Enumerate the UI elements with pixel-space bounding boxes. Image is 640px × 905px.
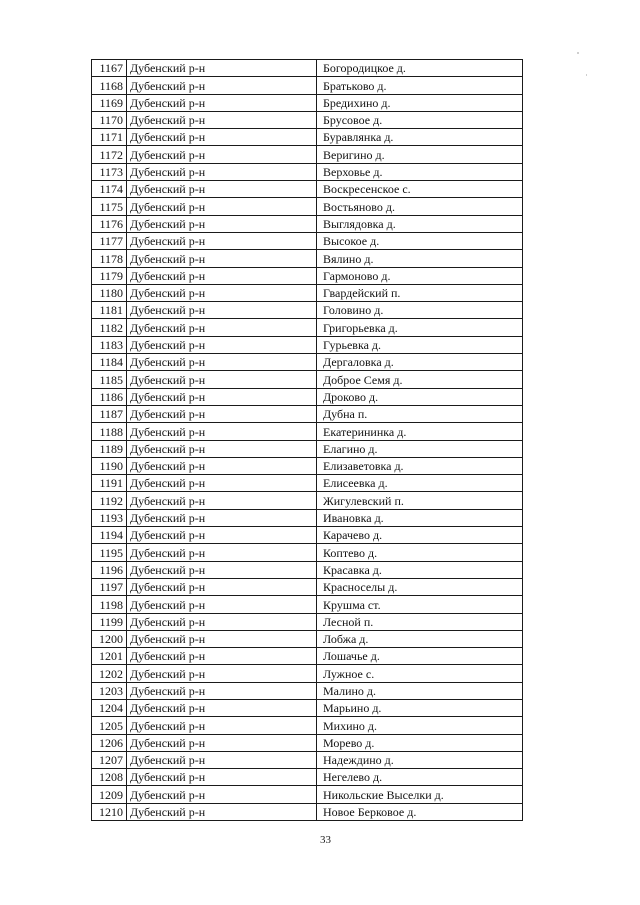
district-cell: Дубенский р-н <box>127 60 317 77</box>
district-cell: Дубенский р-н <box>127 215 317 232</box>
district-cell: Дубенский р-н <box>127 284 317 301</box>
row-number-cell: 1177 <box>92 232 127 249</box>
table-row <box>92 60 523 77</box>
locality-cell: Гармоново д. <box>317 267 523 284</box>
table-row <box>92 336 523 353</box>
row-number-cell: 1179 <box>92 267 127 284</box>
locality-cell: Елизаветовка д. <box>317 457 523 474</box>
district-cell: Дубенский р-н <box>127 302 317 319</box>
row-number-cell: 1171 <box>92 129 127 146</box>
locality-cell: Григорьевка д. <box>317 319 523 336</box>
table-row <box>92 665 523 682</box>
locality-cell: Елагино д. <box>317 440 523 457</box>
district-cell: Дубенский р-н <box>127 163 317 180</box>
locality-cell: Богородицкое д. <box>317 60 523 77</box>
table-row <box>92 613 523 630</box>
row-number-cell: 1183 <box>92 336 127 353</box>
district-cell: Дубенский р-н <box>127 129 317 146</box>
table-row <box>92 527 523 544</box>
row-number-cell: 1197 <box>92 578 127 595</box>
row-number-cell: 1182 <box>92 319 127 336</box>
table-row <box>92 803 523 820</box>
table-row <box>92 319 523 336</box>
district-cell: Дубенский р-н <box>127 596 317 613</box>
table-row <box>92 769 523 786</box>
row-number-cell: 1169 <box>92 94 127 111</box>
district-cell: Дубенский р-н <box>127 613 317 630</box>
row-number-cell: 1207 <box>92 751 127 768</box>
table-row <box>92 284 523 301</box>
table-row <box>92 734 523 751</box>
row-number-cell: 1181 <box>92 302 127 319</box>
table-row <box>92 129 523 146</box>
table-row <box>92 648 523 665</box>
district-cell: Дубенский р-н <box>127 665 317 682</box>
locality-cell: Малино д. <box>317 682 523 699</box>
table-row <box>92 544 523 561</box>
table-row <box>92 163 523 180</box>
scan-speck <box>586 74 587 76</box>
district-cell: Дубенский р-н <box>127 111 317 128</box>
table-row <box>92 492 523 509</box>
locality-cell: Надеждино д. <box>317 751 523 768</box>
district-cell: Дубенский р-н <box>127 509 317 526</box>
table-row <box>92 457 523 474</box>
row-number-cell: 1196 <box>92 561 127 578</box>
row-number-cell: 1201 <box>92 648 127 665</box>
locality-cell: Елисеевка д. <box>317 475 523 492</box>
locality-cell: Лесной п. <box>317 613 523 630</box>
row-number-cell: 1170 <box>92 111 127 128</box>
locality-cell: Дубна п. <box>317 405 523 422</box>
localities-table <box>91 59 523 821</box>
locality-cell: Красноселы д. <box>317 578 523 595</box>
table-row <box>92 561 523 578</box>
district-cell: Дубенский р-н <box>127 544 317 561</box>
district-cell: Дубенский р-н <box>127 388 317 405</box>
row-number-cell: 1198 <box>92 596 127 613</box>
localities-table-body <box>92 60 523 821</box>
district-cell: Дубенский р-н <box>127 94 317 111</box>
table-row <box>92 111 523 128</box>
locality-cell: Братьково д. <box>317 77 523 94</box>
row-number-cell: 1204 <box>92 699 127 716</box>
locality-cell: Лужное с. <box>317 665 523 682</box>
district-cell: Дубенский р-н <box>127 319 317 336</box>
district-cell: Дубенский р-н <box>127 475 317 492</box>
table-row <box>92 215 523 232</box>
district-cell: Дубенский р-н <box>127 232 317 249</box>
table-row <box>92 232 523 249</box>
district-cell: Дубенский р-н <box>127 181 317 198</box>
table-row <box>92 699 523 716</box>
row-number-cell: 1191 <box>92 475 127 492</box>
district-cell: Дубенский р-н <box>127 371 317 388</box>
table-row <box>92 371 523 388</box>
row-number-cell: 1194 <box>92 527 127 544</box>
row-number-cell: 1178 <box>92 250 127 267</box>
table-row <box>92 405 523 422</box>
row-number-cell: 1188 <box>92 423 127 440</box>
row-number-cell: 1203 <box>92 682 127 699</box>
locality-cell: Веригино д. <box>317 146 523 163</box>
scan-speck <box>577 52 579 54</box>
locality-cell: Коптево д. <box>317 544 523 561</box>
table-row <box>92 475 523 492</box>
locality-cell: Крушма ст. <box>317 596 523 613</box>
row-number-cell: 1180 <box>92 284 127 301</box>
locality-cell: Лошачье д. <box>317 648 523 665</box>
locality-cell: Ивановка д. <box>317 509 523 526</box>
row-number-cell: 1186 <box>92 388 127 405</box>
row-number-cell: 1176 <box>92 215 127 232</box>
row-number-cell: 1187 <box>92 405 127 422</box>
table-row <box>92 423 523 440</box>
district-cell: Дубенский р-н <box>127 492 317 509</box>
table-row <box>92 181 523 198</box>
locality-cell: Гурьевка д. <box>317 336 523 353</box>
row-number-cell: 1184 <box>92 354 127 371</box>
locality-cell: Дергаловка д. <box>317 354 523 371</box>
row-number-cell: 1195 <box>92 544 127 561</box>
row-number-cell: 1189 <box>92 440 127 457</box>
district-cell: Дубенский р-н <box>127 146 317 163</box>
district-cell: Дубенский р-н <box>127 527 317 544</box>
district-cell: Дубенский р-н <box>127 648 317 665</box>
district-cell: Дубенский р-н <box>127 198 317 215</box>
row-number-cell: 1185 <box>92 371 127 388</box>
table-row <box>92 388 523 405</box>
locality-cell: Лобжа д. <box>317 630 523 647</box>
row-number-cell: 1199 <box>92 613 127 630</box>
locality-cell: Михино д. <box>317 717 523 734</box>
row-number-cell: 1192 <box>92 492 127 509</box>
table-row <box>92 509 523 526</box>
district-cell: Дубенский р-н <box>127 561 317 578</box>
row-number-cell: 1173 <box>92 163 127 180</box>
row-number-cell: 1209 <box>92 786 127 803</box>
row-number-cell: 1175 <box>92 198 127 215</box>
row-number-cell: 1202 <box>92 665 127 682</box>
district-cell: Дубенский р-н <box>127 786 317 803</box>
locality-cell: Екатерининка д. <box>317 423 523 440</box>
locality-cell: Доброе Семя д. <box>317 371 523 388</box>
table-row <box>92 682 523 699</box>
table-row <box>92 198 523 215</box>
district-cell: Дубенский р-н <box>127 405 317 422</box>
locality-cell: Бредихино д. <box>317 94 523 111</box>
locality-cell: Выглядовка д. <box>317 215 523 232</box>
row-number-cell: 1206 <box>92 734 127 751</box>
district-cell: Дубенский р-н <box>127 457 317 474</box>
locality-cell: Брусовое д. <box>317 111 523 128</box>
district-cell: Дубенский р-н <box>127 699 317 716</box>
table-row <box>92 751 523 768</box>
table-row <box>92 717 523 734</box>
table-row <box>92 630 523 647</box>
table-row <box>92 354 523 371</box>
district-cell: Дубенский р-н <box>127 578 317 595</box>
district-cell: Дубенский р-н <box>127 77 317 94</box>
table-row <box>92 94 523 111</box>
district-cell: Дубенский р-н <box>127 423 317 440</box>
district-cell: Дубенский р-н <box>127 751 317 768</box>
locality-cell: Дроково д. <box>317 388 523 405</box>
row-number-cell: 1174 <box>92 181 127 198</box>
table-row <box>92 786 523 803</box>
district-cell: Дубенский р-н <box>127 769 317 786</box>
locality-cell: Новое Берковое д. <box>317 803 523 820</box>
locality-cell: Гвардейский п. <box>317 284 523 301</box>
locality-cell: Морево д. <box>317 734 523 751</box>
locality-cell: Негелево д. <box>317 769 523 786</box>
locality-cell: Воскресенское с. <box>317 181 523 198</box>
locality-cell: Головино д. <box>317 302 523 319</box>
row-number-cell: 1210 <box>92 803 127 820</box>
row-number-cell: 1168 <box>92 77 127 94</box>
row-number-cell: 1193 <box>92 509 127 526</box>
locality-cell: Верховье д. <box>317 163 523 180</box>
table-row <box>92 267 523 284</box>
table-row <box>92 440 523 457</box>
row-number-cell: 1167 <box>92 60 127 77</box>
locality-cell: Карачево д. <box>317 527 523 544</box>
row-number-cell: 1190 <box>92 457 127 474</box>
locality-cell: Никольские Выселки д. <box>317 786 523 803</box>
district-cell: Дубенский р-н <box>127 250 317 267</box>
district-cell: Дубенский р-н <box>127 717 317 734</box>
table-row <box>92 578 523 595</box>
district-cell: Дубенский р-н <box>127 267 317 284</box>
district-cell: Дубенский р-н <box>127 440 317 457</box>
locality-cell: Марьино д. <box>317 699 523 716</box>
locality-cell: Буравлянка д. <box>317 129 523 146</box>
table-row <box>92 146 523 163</box>
district-cell: Дубенский р-н <box>127 630 317 647</box>
locality-cell: Вялино д. <box>317 250 523 267</box>
locality-cell: Жигулевский п. <box>317 492 523 509</box>
table-row <box>92 250 523 267</box>
table-row <box>92 77 523 94</box>
row-number-cell: 1172 <box>92 146 127 163</box>
district-cell: Дубенский р-н <box>127 803 317 820</box>
locality-cell: Высокое д. <box>317 232 523 249</box>
district-cell: Дубенский р-н <box>127 682 317 699</box>
district-cell: Дубенский р-н <box>127 336 317 353</box>
locality-cell: Востьяново д. <box>317 198 523 215</box>
row-number-cell: 1208 <box>92 769 127 786</box>
locality-cell: Красавка д. <box>317 561 523 578</box>
district-cell: Дубенский р-н <box>127 354 317 371</box>
page-number: 33 <box>320 834 331 846</box>
row-number-cell: 1205 <box>92 717 127 734</box>
district-cell: Дубенский р-н <box>127 734 317 751</box>
table-row <box>92 302 523 319</box>
row-number-cell: 1200 <box>92 630 127 647</box>
table-row <box>92 596 523 613</box>
